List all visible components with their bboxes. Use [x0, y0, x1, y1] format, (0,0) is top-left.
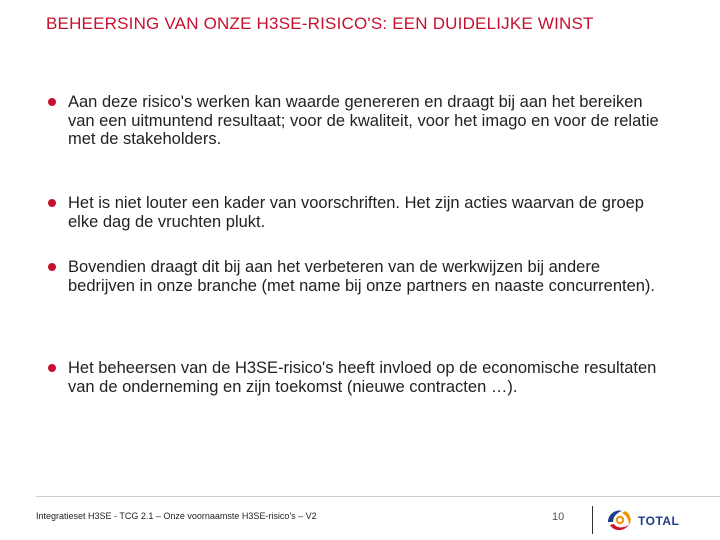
bullet-item — [46, 258, 666, 359]
bullet-text: Aan deze risico's werken kan waarde genereren en draagt bij aan het bereiken van een uitmuntend resultaat; voor de kwaliteit, voor het imago en voor de relatie met de stakeholders. — [68, 93, 659, 148]
page-number: 10 — [552, 511, 565, 523]
total-logo-text: TOTAL — [638, 514, 680, 528]
bullet-dot-icon — [48, 199, 56, 207]
total-logo-icon — [608, 511, 631, 531]
footer-separator — [592, 506, 593, 534]
total-logo — [605, 505, 695, 535]
footer-divider — [36, 496, 720, 497]
bullet-dot-icon — [48, 263, 56, 271]
slide-title: BEHEERSING VAN ONZE H3SE-RISICO'S: EEN DUIDELIJKE WINST — [46, 14, 594, 33]
bullet-text: Het beheersen van de H3SE-risico's heeft invloed op de economische resultaten van de onderneming en zijn toekomst (nieuwe contracten …). — [68, 359, 657, 396]
bullet-text: Bovendien draagt dit bij aan het verbeteren van de werkwijzen bij andere bedrijven in onze branche (met name bij onze partners en naaste concurrenten). — [68, 258, 656, 295]
bullet-item — [46, 194, 666, 258]
bullet-dot-icon — [48, 364, 56, 372]
bullet-list — [46, 93, 666, 429]
bullet-item — [46, 359, 666, 429]
bullet-text: Het is niet louter een kader van voorschriften. Het zijn acties waarvan de groep elke dag de vruchten plukt. — [68, 194, 644, 231]
footer-text: Integratieset H3SE - TCG 2.1 – Onze voornaamste H3SE-risico's – V2 — [36, 511, 317, 521]
bullet-item — [46, 93, 666, 194]
bullet-dot-icon — [48, 98, 56, 106]
